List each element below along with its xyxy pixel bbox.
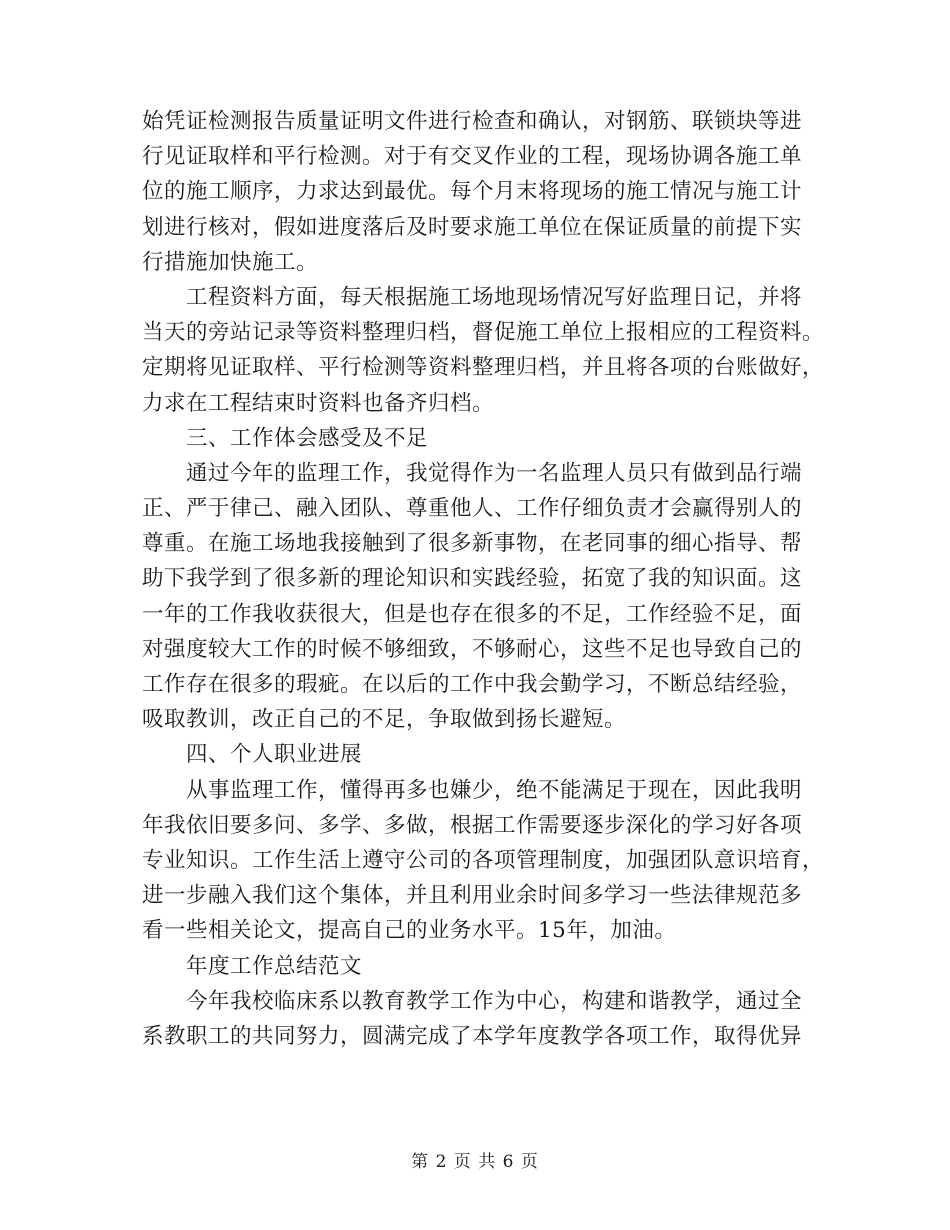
text-line: 系教职工的共同努力，圆满完成了本学年度教学各项工作，取得优异 bbox=[142, 1023, 803, 1049]
text-line: 一年的工作我收获很大，但是也存在很多的不足，工作经验不足，面 bbox=[142, 601, 803, 627]
page-footer: 第 2 页 共 6 页 bbox=[411, 1152, 539, 1172]
text-line: 年我依旧要多问、多学、多做，根据工作需要逐步深化的学习好各项 bbox=[142, 812, 803, 838]
text-line: 看一些相关论文，提高自己的业务水平。15年，加油。 bbox=[142, 918, 677, 944]
text-line: 三、工作体会感受及不足 bbox=[186, 425, 429, 451]
text-line: 行见证取样和平行检测。对于有交叉作业的工程，现场协调各施工单 bbox=[142, 144, 803, 170]
text-line: 专业知识。工作生活上遵守公司的各项管理制度，加强团队意识培育， bbox=[142, 847, 825, 873]
text-line: 当天的旁站记录等资料整理归档，督促施工单位上报相应的工程资料。 bbox=[142, 320, 825, 346]
text-line: 进一步融入我们这个集体，并且利用业余时间多学习一些法律规范多 bbox=[142, 883, 803, 909]
text-line: 尊重。在施工场地我接触到了很多新事物，在老同事的细心指导、帮 bbox=[142, 531, 803, 557]
text-line: 工作存在很多的瑕疵。在以后的工作中我会勤学习，不断总结经验， bbox=[142, 672, 803, 697]
text-line: 位的施工顺序，力求达到最优。每个月末将现场的施工情况与施工计 bbox=[142, 179, 803, 205]
text-line: 工程资料方面，每天根据施工场地现场情况写好监理日记，并将 bbox=[186, 284, 803, 310]
text-line: 年度工作总结范文 bbox=[186, 953, 363, 979]
text-line: 始凭证检测报告质量证明文件进行检查和确认，对钢筋、联锁块等进 bbox=[142, 109, 803, 134]
text-line: 助下我学到了很多新的理论知识和实践经验，拓宽了我的知识面。这 bbox=[142, 566, 803, 592]
text-line: 正、严于律己、融入团队、尊重他人、工作仔细负责才会赢得别人的 bbox=[142, 496, 803, 522]
document-body bbox=[142, 104, 825, 1054]
text-line: 通过今年的监理工作，我觉得作为一名监理人员只有做到品行端 bbox=[186, 460, 803, 486]
text-line: 今年我校临床系以教育教学工作为中心，构建和谐教学，通过全 bbox=[186, 988, 803, 1014]
text-line: 划进行核对，假如进度落后及时要求施工单位在保证质量的前提下实 bbox=[142, 214, 803, 240]
text-line: 从事监理工作，懂得再多也嫌少，绝不能满足于现在，因此我明 bbox=[186, 777, 803, 803]
text-line: 四、个人职业进展 bbox=[186, 742, 363, 768]
text-line: 吸取教训，改正自己的不足，争取做到扬长避短。 bbox=[142, 707, 627, 733]
text-line: 定期将见证取样、平行检测等资料整理归档，并且将各项的台账做好， bbox=[142, 355, 825, 381]
text-line: 行措施加快施工。 bbox=[142, 249, 319, 275]
text-line: 力求在工程结束时资料也备齐归档。 bbox=[142, 390, 495, 416]
text-line: 对强度较大工作的时候不够细致，不够耐心，这些不足也导致自己的 bbox=[142, 636, 803, 662]
